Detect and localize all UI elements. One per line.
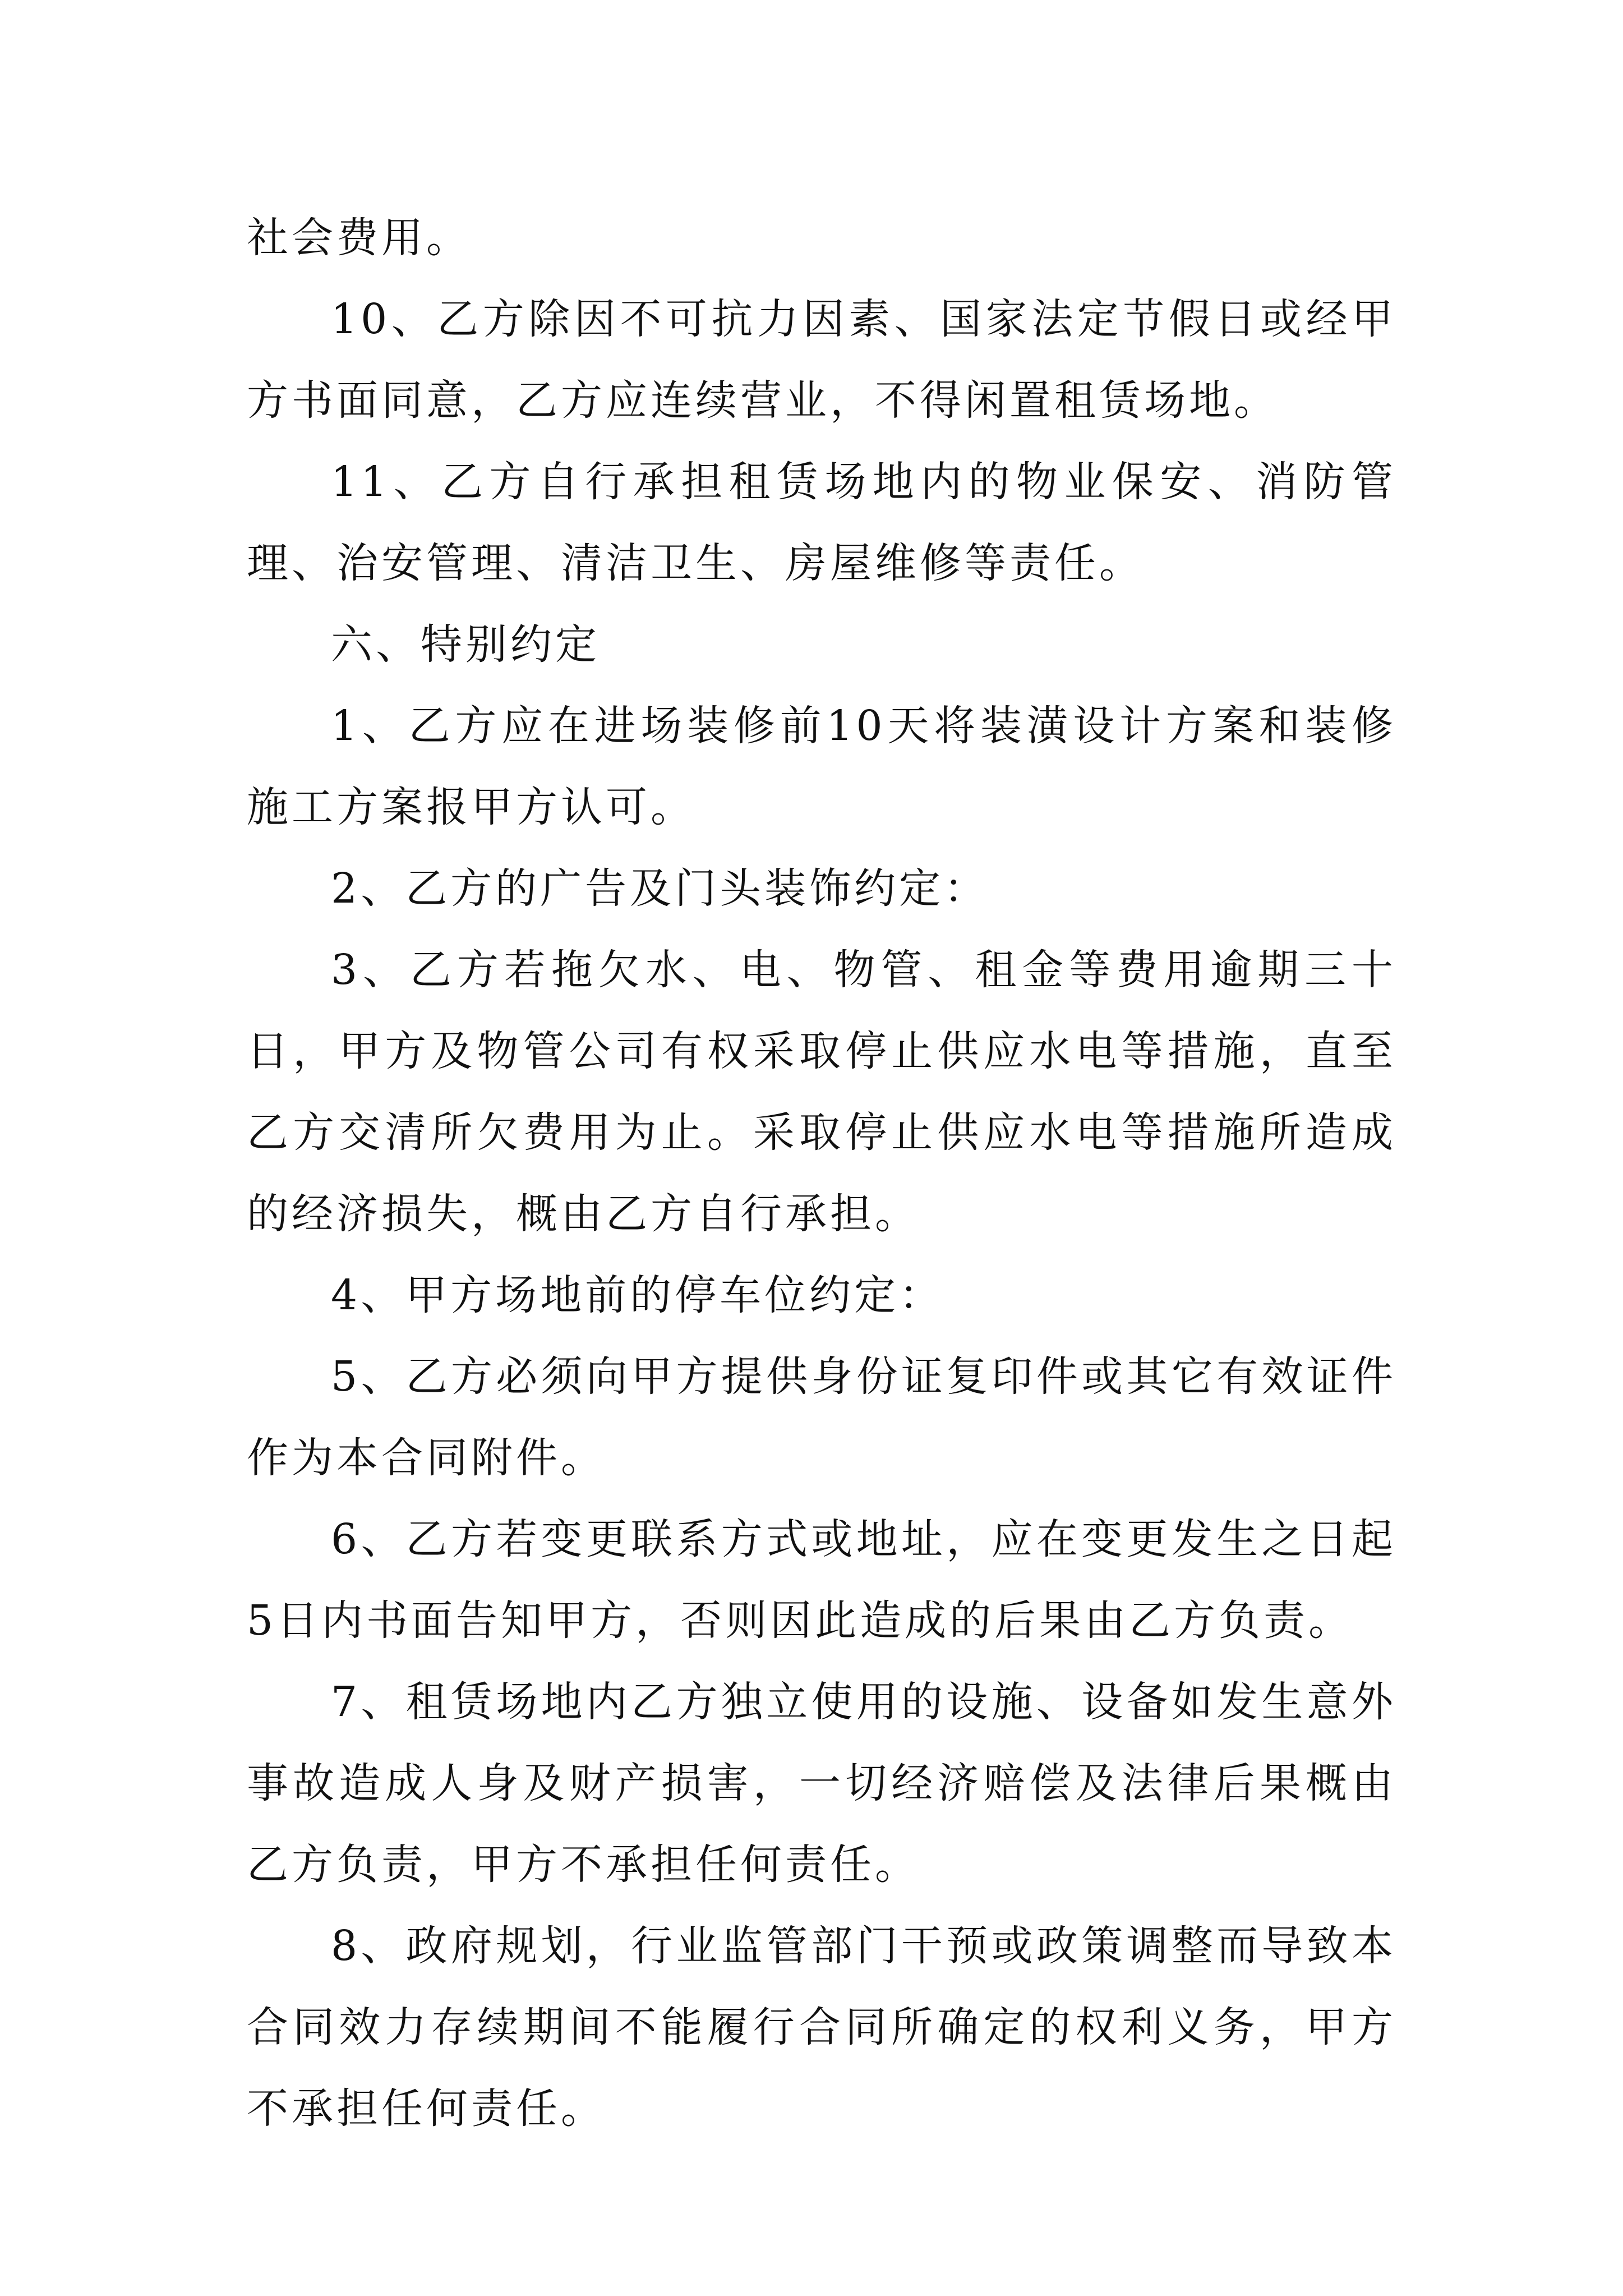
paragraph-clause-11: 11、乙方自行承担租赁场地内的物业保安、消防管理、治安管理、清洁卫生、房屋维修等责任。 — [247, 458, 1396, 587]
paragraph-continuation: 社会费用。 — [247, 214, 471, 262]
paragraph-special-7: 7、租赁场地内乙方独立使用的设施、设备如发生意外事故造成人身及财产损害，一切经济赔偿及法律后果概由乙方负责，甲方不承担任何责任。 — [247, 1678, 1396, 1889]
paragraph-special-3: 3、乙方若拖欠水、电、物管、租金等费用逾期三十日，甲方及物管公司有权采取停止供应水电等措施，直至乙方交清所欠费用为止。采取停止供应水电等措施所造成的经济损失，概由乙方自行承担。 — [247, 946, 1396, 1238]
paragraph-special-5: 5、乙方必须向甲方提供身份证复印件或其它有效证件作为本合同附件。 — [247, 1352, 1396, 1482]
paragraph-special-4: 4、甲方场地前的停车位约定： — [331, 1271, 944, 1319]
paragraph-clause-10: 10、乙方除因不可抗力因素、国家法定节假日或经甲方书面同意，乙方应连续营业，不得闲置租赁场地。 — [247, 295, 1396, 425]
contract-text-body — [247, 197, 1396, 2150]
paragraph-special-8: 8、政府规划，行业监管部门干预或政策调整而导致本合同效力存续期间不能履行合同所确定的权利义务，甲方不承担任何责任。 — [247, 1922, 1396, 2133]
section-heading-special-terms: 六、特别约定 — [331, 620, 600, 669]
paragraph-special-2: 2、乙方的广告及门头装饰约定： — [331, 864, 989, 913]
paragraph-special-1: 1、乙方应在进场装修前10天将装潢设计方案和装修施工方案报甲方认可。 — [247, 702, 1396, 831]
paragraph-special-6: 6、乙方若变更联系方式或地址，应在变更发生之日起5日内书面告知甲方，否则因此造成的后果由乙方负责。 — [247, 1515, 1396, 1645]
